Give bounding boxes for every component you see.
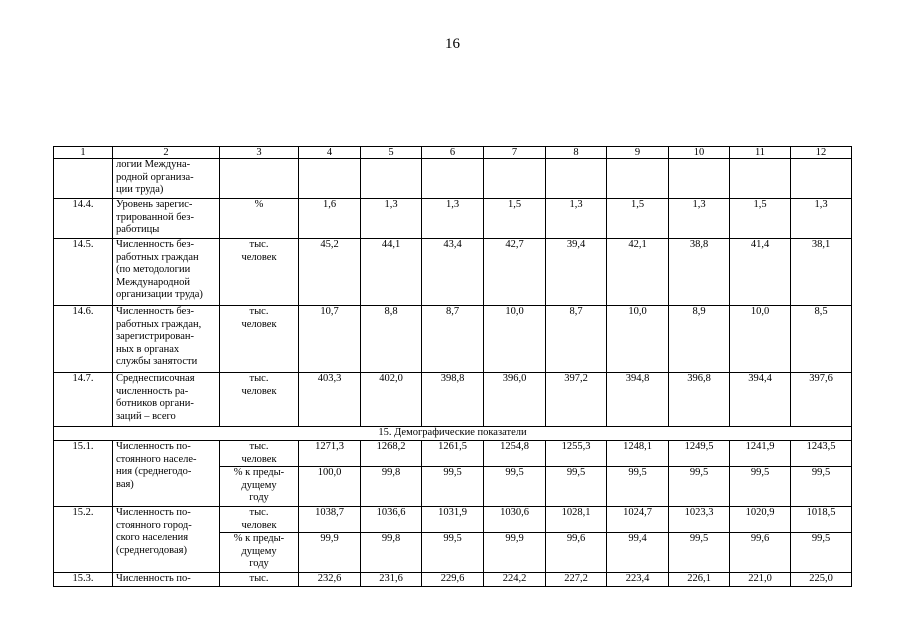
cell-value: 1038,7 — [299, 507, 361, 533]
cell-value: 396,8 — [669, 373, 730, 427]
cell-value: 41,4 — [730, 239, 791, 306]
cell-value: 397,6 — [791, 373, 852, 427]
row-code: 14.6. — [54, 306, 113, 373]
cell-value: 42,1 — [607, 239, 669, 306]
row-name: Численность без- работных граждан (по методологии Международной организации труда) — [113, 239, 220, 306]
cell-value: 1020,9 — [730, 507, 791, 533]
row-code: 14.7. — [54, 373, 113, 427]
row-unit: тыс. — [220, 573, 299, 587]
table-row — [54, 306, 852, 373]
cell-value: 227,2 — [546, 573, 607, 587]
column-number: 10 — [669, 147, 730, 159]
column-number: 12 — [791, 147, 852, 159]
cell-value: 1268,2 — [361, 441, 422, 467]
column-number: 5 — [361, 147, 422, 159]
cell-value: 1036,6 — [361, 507, 422, 533]
cell-value: 1024,7 — [607, 507, 669, 533]
cell-value: 1241,9 — [730, 441, 791, 467]
cell-value: 1,5 — [607, 199, 669, 239]
cell-value: 1023,3 — [669, 507, 730, 533]
row-unit: % к преды- дущему году — [220, 467, 299, 507]
cell-value: 229,6 — [422, 573, 484, 587]
cell-value: 394,8 — [607, 373, 669, 427]
cell-value: 99,5 — [422, 533, 484, 573]
cell-value: 10,7 — [299, 306, 361, 373]
table-row — [54, 573, 852, 587]
cell-value: 10,0 — [730, 306, 791, 373]
cell-value: 43,4 — [422, 239, 484, 306]
cell-value: 10,0 — [484, 306, 546, 373]
cell-value: 39,4 — [546, 239, 607, 306]
cell-value: 38,8 — [669, 239, 730, 306]
cell-value: 1249,5 — [669, 441, 730, 467]
cell-value: 1248,1 — [607, 441, 669, 467]
row-code — [54, 159, 113, 199]
cell-value: 8,9 — [669, 306, 730, 373]
cell-value: 224,2 — [484, 573, 546, 587]
cell-value: 1254,8 — [484, 441, 546, 467]
cell-value: 99,5 — [546, 467, 607, 507]
row-unit: тыс. человек — [220, 239, 299, 306]
cell-value: 8,7 — [546, 306, 607, 373]
column-number: 9 — [607, 147, 669, 159]
row-unit: тыс. человек — [220, 507, 299, 533]
cell-value: 45,2 — [299, 239, 361, 306]
cell-value: 99,6 — [730, 533, 791, 573]
cell-value: 1,3 — [669, 199, 730, 239]
cell-value: 1,6 — [299, 199, 361, 239]
cell-value: 1,3 — [546, 199, 607, 239]
page-number: 16 — [445, 36, 460, 52]
cell-value: 1,5 — [730, 199, 791, 239]
cell-value: 99,8 — [361, 533, 422, 573]
cell-value: 226,1 — [669, 573, 730, 587]
cell-value: 1261,5 — [422, 441, 484, 467]
cell-value: 1,3 — [791, 199, 852, 239]
cell-value: 99,6 — [546, 533, 607, 573]
column-number: 11 — [730, 147, 791, 159]
row-name: Уровень зарегис- трированной без- работицы — [113, 199, 220, 239]
table-row — [54, 441, 852, 467]
table-row — [54, 373, 852, 427]
cell-value: 99,5 — [791, 533, 852, 573]
cell-value: 1271,3 — [299, 441, 361, 467]
row-code: 15.2. — [54, 507, 113, 573]
cell-value: 99,5 — [607, 467, 669, 507]
row-unit: тыс. человек — [220, 373, 299, 427]
row-code: 15.1. — [54, 441, 113, 507]
section-title: 15. Демографические показатели — [54, 427, 852, 441]
cell-value: 99,8 — [361, 467, 422, 507]
row-code: 15.3. — [54, 573, 113, 587]
table-row — [54, 239, 852, 306]
column-number: 1 — [54, 147, 113, 159]
cell-value: 1,3 — [422, 199, 484, 239]
cell-value: 225,0 — [791, 573, 852, 587]
statistics-table — [53, 146, 852, 587]
row-name: Численность без- работных граждан, зарегистрирован- ных в органах службы занятости — [113, 306, 220, 373]
row-name: Численность по- — [113, 573, 220, 587]
cell-value: 1031,9 — [422, 507, 484, 533]
row-code: 14.5. — [54, 239, 113, 306]
cell-value: 100,0 — [299, 467, 361, 507]
cell-value: 1,3 — [361, 199, 422, 239]
cell-value: 1030,6 — [484, 507, 546, 533]
cell-value: 99,9 — [484, 533, 546, 573]
cell-value: 394,4 — [730, 373, 791, 427]
cell-value: 8,5 — [791, 306, 852, 373]
column-number: 8 — [546, 147, 607, 159]
column-number: 4 — [299, 147, 361, 159]
cell-value: 1,5 — [484, 199, 546, 239]
cell-value: 10,0 — [607, 306, 669, 373]
table-row — [54, 199, 852, 239]
cell-value: 8,7 — [422, 306, 484, 373]
cell-value: 99,5 — [669, 467, 730, 507]
row-name: логии Междуна- родной организа- ции труда) — [113, 159, 220, 199]
cell-value: 8,8 — [361, 306, 422, 373]
table-row — [54, 507, 852, 533]
cell-value: 1018,5 — [791, 507, 852, 533]
row-name: Среднесписочная численность ра- ботников органи- заций – всего — [113, 373, 220, 427]
row-name: Численность по- стоянного город- ского населения (среднегодовая) — [113, 507, 220, 573]
section-heading-row — [54, 427, 852, 441]
cell-value: 223,4 — [607, 573, 669, 587]
table-row — [54, 159, 852, 199]
column-number: 3 — [220, 147, 299, 159]
cell-value: 1028,1 — [546, 507, 607, 533]
row-unit: % — [220, 199, 299, 239]
row-name: Численность по- стоянного населе- ния (среднегодо- вая) — [113, 441, 220, 507]
cell-value: 99,9 — [299, 533, 361, 573]
cell-value: 99,5 — [669, 533, 730, 573]
cell-value: 1243,5 — [791, 441, 852, 467]
cell-value: 1255,3 — [546, 441, 607, 467]
cell-value: 44,1 — [361, 239, 422, 306]
cell-value: 99,5 — [484, 467, 546, 507]
cell-value: 221,0 — [730, 573, 791, 587]
cell-value: 232,6 — [299, 573, 361, 587]
row-unit: % к преды- дущему году — [220, 533, 299, 573]
cell-value: 42,7 — [484, 239, 546, 306]
cell-value: 38,1 — [791, 239, 852, 306]
cell-value: 396,0 — [484, 373, 546, 427]
cell-value: 99,4 — [607, 533, 669, 573]
column-number-row — [54, 147, 852, 159]
cell-value: 99,5 — [730, 467, 791, 507]
cell-value: 398,8 — [422, 373, 484, 427]
cell-value: 397,2 — [546, 373, 607, 427]
column-number: 2 — [113, 147, 220, 159]
cell-value: 402,0 — [361, 373, 422, 427]
row-unit: тыс. человек — [220, 306, 299, 373]
cell-value: 99,5 — [422, 467, 484, 507]
column-number: 7 — [484, 147, 546, 159]
column-number: 6 — [422, 147, 484, 159]
cell-value: 99,5 — [791, 467, 852, 507]
row-unit: тыс. человек — [220, 441, 299, 467]
cell-value: 231,6 — [361, 573, 422, 587]
row-code: 14.4. — [54, 199, 113, 239]
cell-value: 403,3 — [299, 373, 361, 427]
